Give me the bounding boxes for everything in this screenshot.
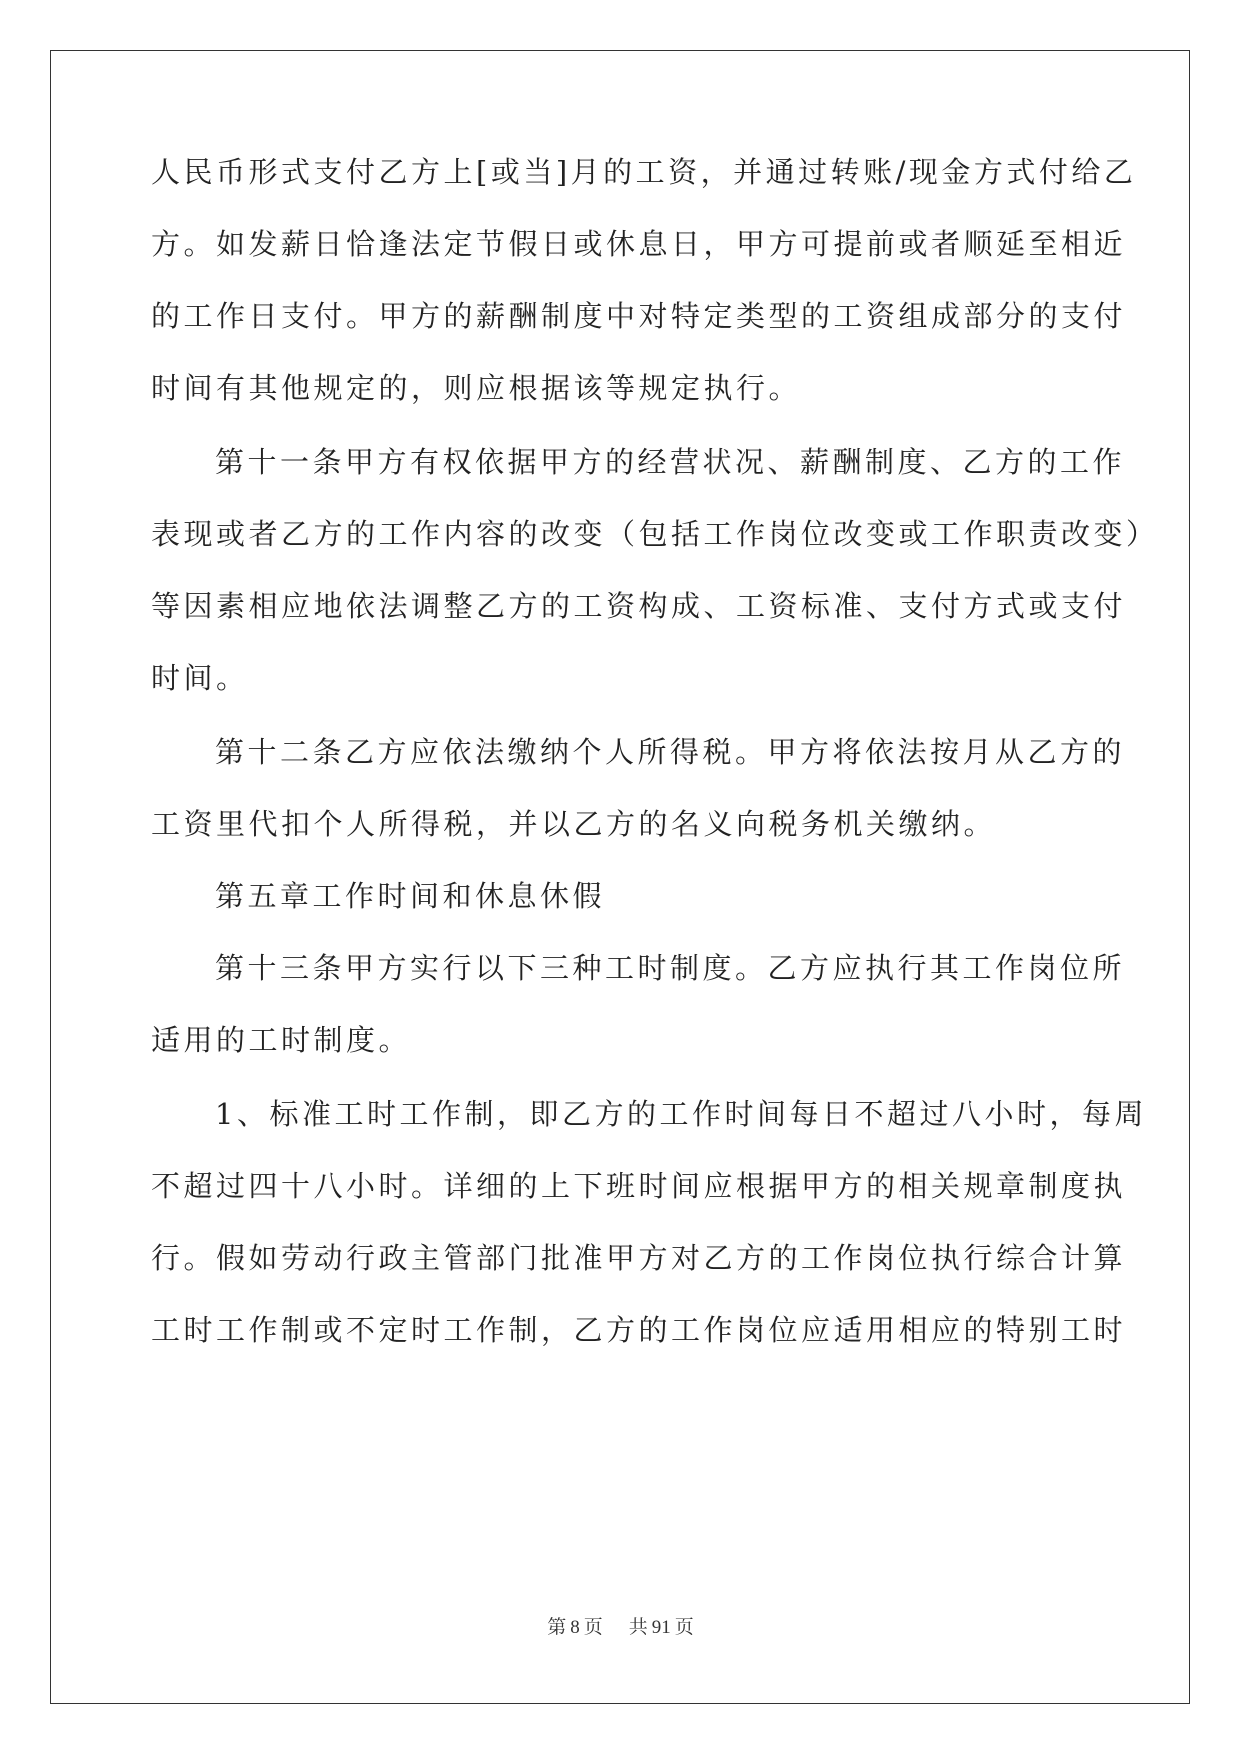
text-line: 不超过四十八小时。详细的上下班时间应根据甲方的相关规章制度执 [151, 1169, 1127, 1203]
text-line: 工资里代扣个人所得税，并以乙方的名义向税务机关缴纳。 [151, 807, 997, 841]
text-line: 人民币形式支付乙方上[或当]月的工资，并通过转账/现金方式付给乙 [151, 155, 1137, 189]
page-number: 8 [570, 1617, 580, 1638]
page-label-suffix: 页 [583, 1617, 603, 1638]
total-pages: 91 [651, 1617, 671, 1638]
paragraph-start-line: 1、标准工时工作制，即乙方的工作时间每日不超过八小时，每周 [215, 1097, 1147, 1131]
paragraph-start-line: 第十一条甲方有权依据甲方的经营状况、薪酬制度、乙方的工作 [215, 445, 1126, 479]
page-footer [0, 1612, 1241, 1639]
total-label-prefix: 共 [628, 1617, 648, 1638]
text-line: 适用的工时制度。 [151, 1023, 412, 1057]
text-line: 时间。 [151, 661, 249, 695]
paragraph-start-line: 第十三条甲方实行以下三种工时制度。乙方应执行其工作岗位所 [215, 951, 1126, 985]
page-label-prefix: 第 [547, 1617, 567, 1638]
text-line: 工时工作制或不定时工作制，乙方的工作岗位应适用相应的特别工时 [151, 1313, 1127, 1347]
text-line: 等因素相应地依法调整乙方的工资构成、工资标准、支付方式或支付 [151, 589, 1127, 623]
text-line: 的工作日支付。甲方的薪酬制度中对特定类型的工资组成部分的支付 [151, 299, 1127, 333]
total-label-suffix: 页 [674, 1617, 694, 1638]
chapter-heading: 第五章工作时间和休息休假 [215, 879, 606, 913]
text-line: 行。假如劳动行政主管部门批准甲方对乙方的工作岗位执行综合计算 [151, 1241, 1127, 1275]
text-line: 表现或者乙方的工作内容的改变（包括工作岗位改变或工作职责改变） [151, 517, 1159, 551]
text-line: 方。如发薪日恰逢法定节假日或休息日，甲方可提前或者顺延至相近 [151, 227, 1127, 261]
text-line: 时间有其他规定的，则应根据该等规定执行。 [151, 371, 802, 405]
paragraph-start-line: 第十二条乙方应依法缴纳个人所得税。甲方将依法按月从乙方的 [215, 735, 1126, 769]
